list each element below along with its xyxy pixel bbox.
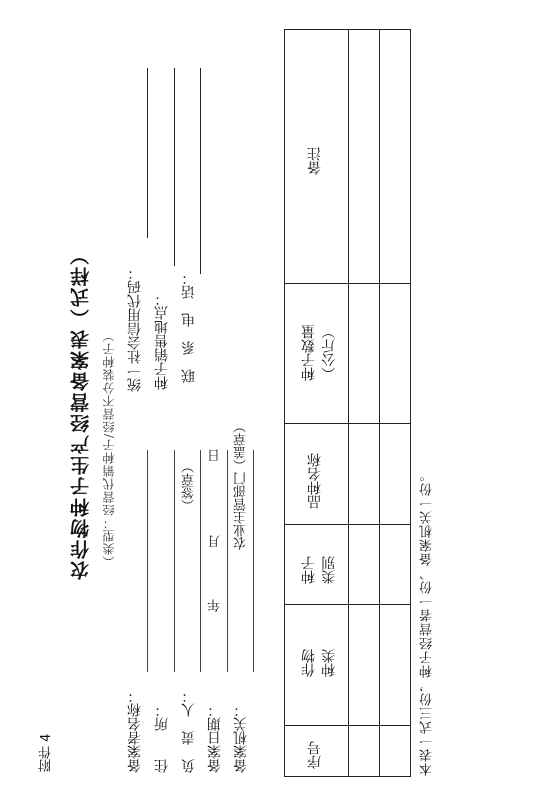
field-label-applicant-name: 备案者名称： — [127, 689, 143, 773]
header-remarks: 备注 — [307, 147, 323, 175]
field-label-phone: 联 系 电 话： — [181, 271, 197, 383]
footer-note: 本表一式三份，种子经营者一份、备案机关一份。 — [420, 468, 435, 776]
field-label-credit-code: 统一社会信用代码： — [127, 266, 143, 392]
subtitle: （类型：经营代销种子/经营不分装种子） — [102, 328, 116, 568]
header-variety-name: 品种名称 — [307, 453, 323, 509]
field-line-address — [174, 450, 175, 672]
field-line-person-in-charge — [200, 450, 201, 672]
field-label-person-in-charge: 负 责 人： — [181, 689, 197, 773]
page-title: 农作物种子生产经营备案表（式样） — [70, 244, 92, 580]
field-label-filing-date: 备案日期： — [207, 703, 223, 773]
attachment-label: 附件 4 — [39, 733, 54, 772]
date-month: 月 — [208, 535, 223, 548]
date-year: 年 — [208, 599, 223, 612]
field-label-address: 住 所： — [154, 703, 170, 773]
field-line-filing-date — [227, 450, 228, 672]
field-label-filing-authority: 备案机关： — [233, 703, 249, 773]
date-day: 日 — [208, 449, 223, 462]
header-serial-number: 序号 — [307, 741, 323, 769]
authority-note: 农业主管部门（盖章） — [234, 420, 249, 550]
field-line-sales-location — [174, 68, 175, 266]
field-line-applicant-name — [147, 450, 148, 672]
field-line-filing-authority — [253, 450, 254, 672]
field-line-credit-code — [147, 68, 148, 238]
field-label-sales-location: 种子销售地点： — [154, 292, 170, 390]
field-line-phone — [200, 68, 201, 274]
header-seed-quantity: 种子数量 （公斤） — [301, 325, 338, 381]
signature-note: （签章） — [182, 460, 197, 512]
header-seed-category: 种子 类别 — [301, 556, 338, 584]
header-crop-type: 作物 种类 — [301, 649, 338, 677]
